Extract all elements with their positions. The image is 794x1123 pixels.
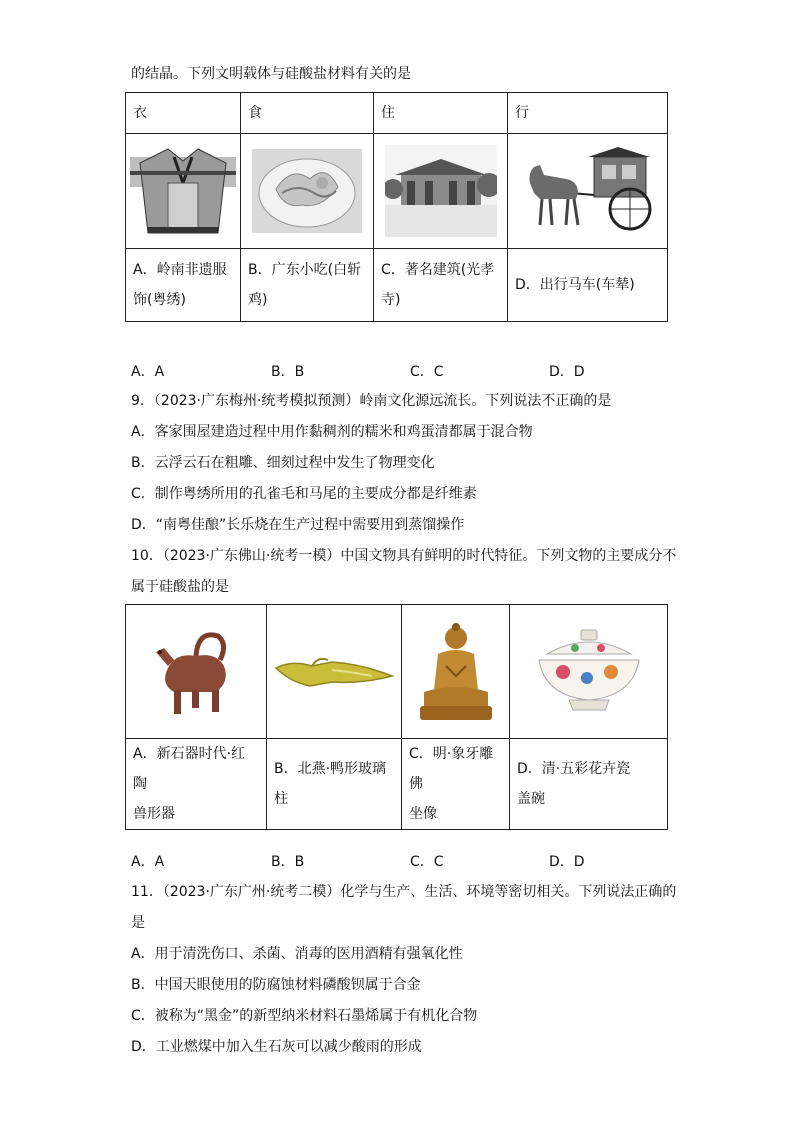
q10-option-c-line2: 坐像 (409, 806, 437, 822)
q11-stem-line2: 是 (131, 915, 145, 931)
q8-header-clothing: 衣 (126, 93, 241, 134)
q10-answer-c: C．C (410, 854, 444, 870)
q10-option-b: B．北燕·鸭形玻璃柱 (267, 739, 402, 830)
q8-answer-b: B．B (271, 364, 305, 380)
q10-option-c-line1: C．明·象牙雕佛 (409, 746, 494, 792)
carriage-icon (518, 143, 658, 239)
q8-option-c: C．著名建筑(光孝寺) (374, 249, 508, 322)
q10-option-d-line1: D．清·五彩花卉瓷 (517, 761, 631, 777)
q9-option-a: A．客家围屋建造过程中用作黏稠剂的糯米和鸡蛋清都属于混合物 (131, 424, 533, 440)
q9-option-c: C．制作粤绣所用的孔雀毛和马尾的主要成分都是纤维素 (131, 486, 477, 502)
q8-option-d: D．出行马车(车辇) (508, 249, 668, 322)
q8-option-a (126, 249, 241, 322)
q11-option-b: B．中国天眼使用的防腐蚀材料磷酸钡属于合金 (131, 977, 421, 993)
intro-line: 的结晶。下列文明载体与硅酸盐材料有关的是 (131, 66, 411, 82)
q10-option-a-line1: A．新石器时代·红陶 (133, 746, 246, 792)
q10-stem-line2: 属于硅酸盐的是 (131, 579, 229, 595)
q10-answer-d: D．D (549, 854, 585, 870)
q11-stem-line1: 11．（2023·广东广州·统考二模）化学与生产、生活、环境等密切相关。下列说法正确的 (131, 884, 677, 900)
q10-image-porcelain-bowl (510, 605, 668, 739)
q10-answer-a: A．A (131, 854, 165, 870)
q9-stem: 9．（2023·广东梅州·统考模拟预测）岭南文化源远流长。下列说法不正确的是 (131, 393, 612, 409)
dish-icon (252, 143, 362, 239)
q10-option-c (402, 739, 510, 830)
q10-image-glass-duck (267, 605, 402, 739)
q8-image-robe (126, 134, 241, 249)
q10-stem-line1: 10．（2023·广东佛山·统考一模）中国文物具有鲜明的时代特征。下列文物的主要成分不 (131, 548, 677, 564)
q8-table (125, 92, 668, 322)
q10-option-d (510, 739, 668, 830)
q11-option-d: D．工业燃煤中加入生石灰可以减少酸雨的形成 (131, 1039, 422, 1055)
q10-option-a (126, 739, 267, 830)
q8-option-b-line1: B．广东小吃(白斩 (248, 262, 362, 278)
q9-option-d: D．“南粤佳酿”长乐烧在生产过程中需要用到蒸馏操作 (131, 517, 465, 533)
q8-header-food: 食 (241, 93, 374, 134)
pottery-vessel-icon (146, 622, 246, 722)
q8-option-a-line2: 饰(粤绣) (133, 292, 186, 308)
q8-answer-c: C．C (410, 364, 444, 380)
q10-image-buddha (402, 605, 510, 739)
temple-icon (385, 145, 497, 237)
q11-option-c: C．被称为“黑金”的新型纳米材料石墨烯属于有机化合物 (131, 1008, 478, 1024)
q8-answer-a: A．A (131, 364, 165, 380)
q10-option-a-line2: 兽形器 (133, 806, 175, 822)
buddha-statue-icon (416, 620, 496, 724)
q10-option-d-line2: 盖碗 (517, 791, 545, 807)
q11-option-a: A．用于清洗伤口、杀菌、消毒的医用酒精有强氧化性 (131, 946, 463, 962)
q8-option-a-line1: A．岭南非遗服 (133, 262, 227, 278)
q8-image-carriage (508, 134, 668, 249)
q8-option-b (241, 249, 374, 322)
porcelain-bowl-icon (529, 626, 649, 718)
q9-option-b: B．云浮云石在粗雕、细刻过程中发生了物理变化 (131, 455, 435, 471)
q10-table (125, 604, 668, 830)
q8-header-housing: 住 (374, 93, 508, 134)
q8-image-dish (241, 134, 374, 249)
q8-option-b-line2: 鸡) (248, 292, 268, 308)
q10-image-pottery (126, 605, 267, 739)
q8-answer-d: D．D (549, 364, 585, 380)
glass-duck-icon (272, 642, 396, 702)
q10-answer-b: B．B (271, 854, 305, 870)
robe-icon (130, 143, 236, 239)
q8-image-temple (374, 134, 508, 249)
q8-header-travel: 行 (508, 93, 668, 134)
